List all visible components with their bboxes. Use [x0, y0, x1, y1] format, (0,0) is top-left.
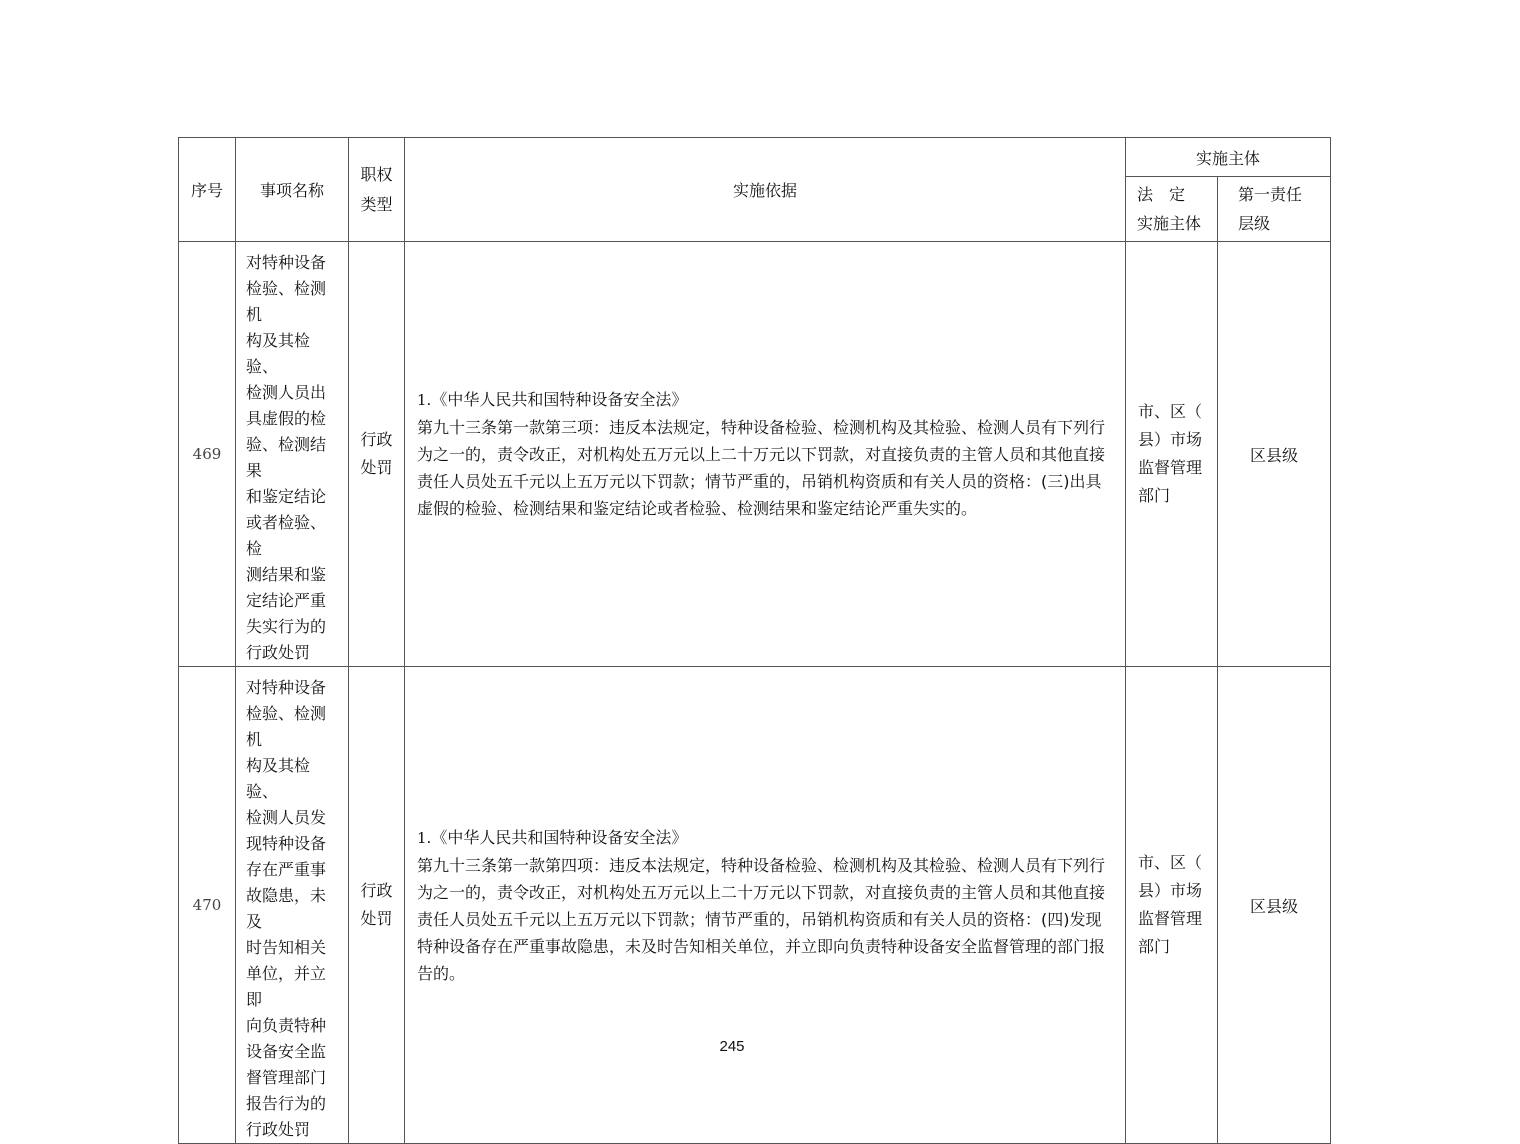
row-authority-type: 行政 处罚: [349, 667, 405, 1144]
row-seq: 470: [179, 667, 236, 1144]
header-seq: 序号: [179, 138, 236, 242]
row-item-name: 对特种设备 检验、检测机 构及其检验、 检测人员出 具虚假的检 验、检测结果 和鉴定结论 或者检验、检 测结果和鉴 定结论严重 失实行为的 行政处罚: [236, 242, 349, 667]
basis-text: 第九十三条第一款第三项：违反本法规定，特种设备检验、检测机构及其检验、检测人员有下列行为之一的，责令改正，对机构处五万元以上二十万元以下罚款，对直接负责的主管人员和其他直接责任人员处五千元以上五万元以下罚款；情节严重的，吊销机构资质和有关人员的资格：(三)出具虚假的检验、检测结果和鉴定结论或者检验、检测结果和鉴定结论严重失实的。: [417, 418, 1106, 518]
row-first-level: 区县级: [1218, 667, 1331, 1144]
page-number: 245: [719, 1038, 745, 1055]
basis-text: 第九十三条第一款第四项：违反本法规定，特种设备检验、检测机构及其检验、检测人员有下列行为之一的，责令改正，对机构处五万元以上二十万元以下罚款，对直接负责的主管人员和其他直接责任人员处五千元以上五万元以下罚款；情节严重的，吊销机构资质和有关人员的资格：(四)发现特种设备存在严重事故隐患，未及时告知相关单位，并立即向负责特种设备安全监督管理的部门报告的。: [417, 855, 1106, 983]
basis-title: 1.《中华人民共和国特种设备安全法》: [417, 827, 688, 847]
table-row: [179, 667, 1331, 1144]
authority-items-table: [178, 137, 1331, 1144]
row-legal-implementer: 市、区（ 县）市场 监督管理 部门: [1126, 242, 1218, 667]
row-item-name: 对特种设备 检验、检测机 构及其检验、 检测人员发 现特种设备 存在严重事 故隐患，未及 时告知相关 单位，并立即 向负责特种 设备安全监 督管理部门 报告行为的 行政处罚: [236, 667, 349, 1144]
row-seq: 469: [179, 242, 236, 667]
header-implementer-group: 实施主体: [1126, 138, 1331, 177]
table-row: [179, 242, 1331, 667]
row-first-level: 区县级: [1218, 242, 1331, 667]
header-basis: 实施依据: [405, 138, 1126, 242]
header-authority-type: 职权 类型: [349, 138, 405, 242]
header-item-name: 事项名称: [236, 138, 349, 242]
basis-title: 1.《中华人民共和国特种设备安全法》: [417, 390, 688, 409]
header-first-level: 第一责任 层级: [1218, 177, 1331, 242]
row-basis: [405, 242, 1126, 667]
row-basis: [405, 667, 1126, 1144]
row-authority-type: 行政 处罚: [349, 242, 405, 667]
header-legal-implementer: 法 定 实施主体: [1126, 177, 1218, 242]
row-legal-implementer: 市、区（ 县）市场 监督管理 部门: [1126, 667, 1218, 1144]
